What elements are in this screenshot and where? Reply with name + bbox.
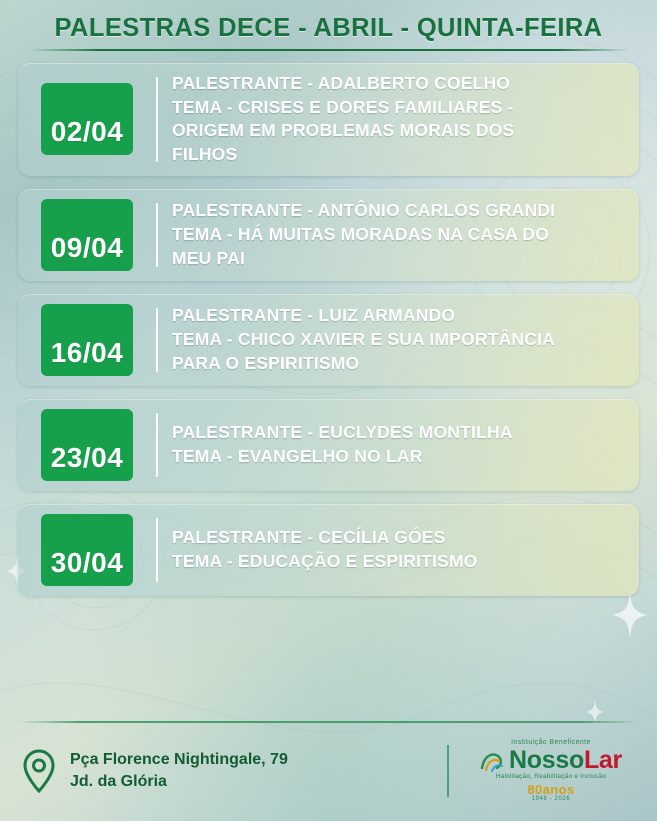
event-info <box>172 422 625 467</box>
poster-header <box>0 0 657 51</box>
date-badge <box>41 83 134 155</box>
address-line-2: Jd. da Glória <box>70 773 167 790</box>
event-topic-line: PARA O ESPIRITISMO <box>172 352 360 373</box>
logo-name-first: Nosso <box>509 745 584 774</box>
card-divider <box>156 413 158 477</box>
date-badge <box>41 409 134 481</box>
event-date-block <box>28 304 152 376</box>
event-date: 16/04 <box>50 336 124 368</box>
card-divider <box>156 308 158 372</box>
card-divider <box>156 203 158 267</box>
event-date: 23/04 <box>50 441 124 473</box>
event-date-block <box>28 409 152 481</box>
event-date-block <box>28 514 152 586</box>
logo-name-second: Lar <box>583 745 622 774</box>
hands-swoosh-icon <box>480 750 506 772</box>
event-card[interactable] <box>18 63 639 176</box>
location-pin-icon <box>22 749 56 793</box>
anniversary-word: anos <box>542 781 575 797</box>
date-badge <box>41 514 134 586</box>
event-topic-line: TEMA - EDUCAÇÃO E ESPIRITISMO <box>172 550 478 571</box>
event-topic-line: TEMA - HÁ MUITAS MORADAS NA CASA DO <box>172 223 550 244</box>
event-date: 02/04 <box>50 116 124 148</box>
event-topic-line: FILHOS <box>172 144 238 165</box>
card-divider <box>156 77 158 162</box>
nossolar-logo <box>467 739 635 802</box>
address-line-1: Pça Florence Nightingale, 79 <box>70 751 288 769</box>
event-date-block <box>28 83 152 155</box>
event-speaker-line: PALESTRANTE - LUIZ ARMANDO <box>172 305 456 326</box>
anniversary-range: 1946 - 2026 <box>531 796 571 803</box>
card-divider <box>156 518 158 582</box>
event-speaker-line: PALESTRANTE - ANTÔNIO CARLOS GRANDI <box>172 200 556 221</box>
calendar-icon <box>64 521 110 547</box>
event-card[interactable] <box>18 189 639 281</box>
sparkle-icon-right <box>612 592 648 638</box>
anniversary-badge <box>467 783 635 803</box>
event-speaker-line: PALESTRANTE - EUCLYDES MONTILHA <box>172 422 513 443</box>
calendar-icon <box>64 416 110 442</box>
logo-tagline-sub: Habilitação, Reabilitação e Inclusão <box>495 772 607 780</box>
anniversary-number: 80 <box>527 781 543 797</box>
poster-footer <box>0 721 657 821</box>
calendar-icon <box>64 90 110 116</box>
event-topic-line: TEMA - CRISES E DORES FAMILIARES - <box>172 96 514 117</box>
event-card[interactable] <box>18 294 639 386</box>
events-list <box>18 63 639 596</box>
event-info <box>172 305 625 374</box>
event-info <box>172 527 625 572</box>
event-date: 30/04 <box>50 546 124 578</box>
header-divider <box>29 49 629 51</box>
footer-divider <box>18 721 639 723</box>
event-card[interactable] <box>18 399 639 491</box>
event-date-block <box>28 199 152 271</box>
event-topic-line: ORIGEM EM PROBLEMAS MORAIS DOS <box>172 120 515 141</box>
event-date: 09/04 <box>50 231 124 263</box>
address <box>70 749 288 792</box>
footer-vertical-separator <box>447 745 449 797</box>
event-topic-line: MEU PAI <box>172 247 246 268</box>
event-info <box>172 73 625 166</box>
calendar-icon <box>64 206 110 232</box>
event-speaker-line: PALESTRANTE - CECÍLIA GÓES <box>172 527 446 548</box>
event-card[interactable] <box>18 504 639 596</box>
date-badge <box>41 304 134 376</box>
logo-tagline-top: Instituição Beneficente <box>511 739 591 747</box>
date-badge <box>41 199 134 271</box>
event-topic-line: TEMA - EVANGELHO NO LAR <box>172 445 423 466</box>
event-topic-line: TEMA - CHICO XAVIER E SUA IMPORTÂNCIA <box>172 328 556 349</box>
page-title: PALESTRAS DECE - ABRIL - QUINTA-FEIRA <box>54 14 603 42</box>
event-info <box>172 200 625 269</box>
logo-wordmark <box>467 747 635 773</box>
event-speaker-line: PALESTRANTE - ADALBERTO COELHO <box>172 73 511 93</box>
calendar-icon <box>64 311 110 337</box>
